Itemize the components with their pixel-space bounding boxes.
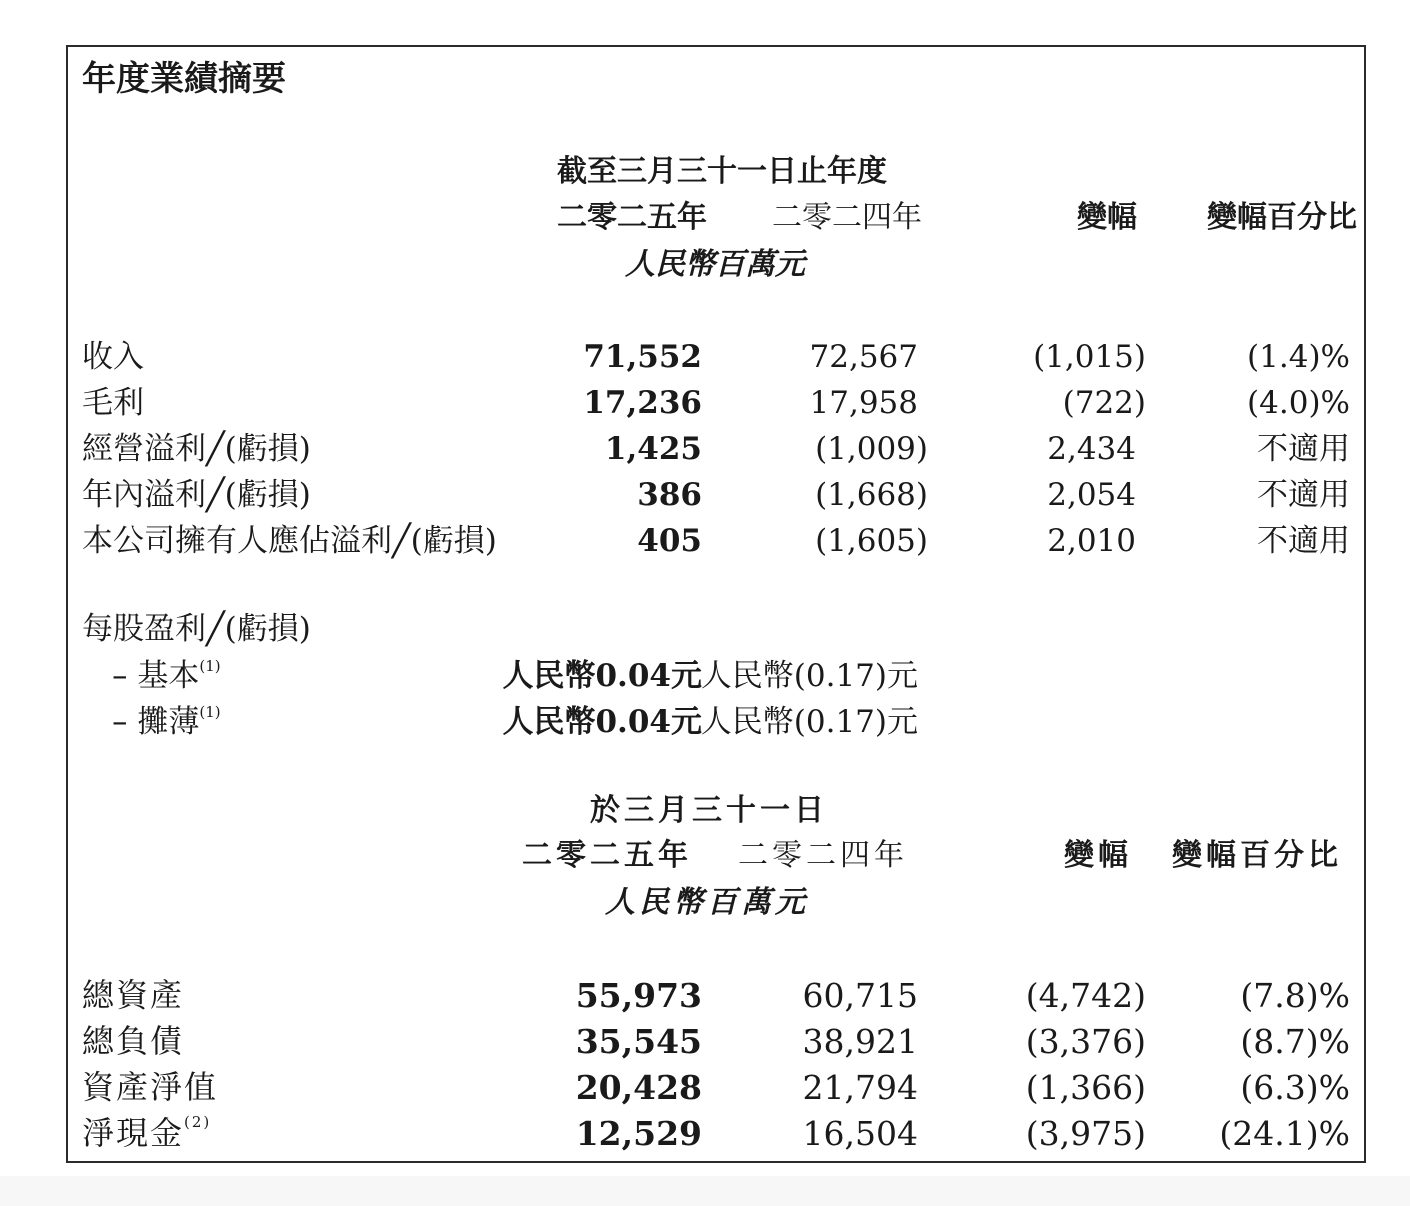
value-change-pct: (4.0)% [1247, 385, 1350, 421]
value-change-pct: (6.3)% [1240, 1068, 1350, 1107]
eps-basic-2025: 人民幣0.04元 [502, 658, 702, 694]
value-change-pct: 不適用 [1257, 431, 1350, 467]
row-label: 毛利 [82, 385, 144, 421]
value-change: (1,366) [1025, 1068, 1146, 1107]
value-2024: (1,605) [815, 523, 928, 559]
value-2024: 21,794 [802, 1068, 918, 1107]
value-change-pct: (1.4)% [1247, 339, 1350, 375]
col-change-header: 變幅 [1077, 200, 1137, 235]
col2-2025-header: 二零二五年 [522, 838, 692, 873]
unit2-header: 人民幣百萬元 [605, 885, 809, 920]
col2-2024-header: 二零二四年 [738, 838, 908, 873]
value-2025: 55,973 [575, 976, 702, 1015]
eps-diluted-2024: 人民幣(0.17)元 [700, 704, 918, 740]
value-change: (3,376) [1025, 1022, 1146, 1061]
row-label-text: 總資產 [82, 976, 185, 1014]
row-label: 經營溢利╱(虧損) [82, 431, 311, 467]
value-change-pct: (7.8)% [1240, 976, 1350, 1015]
eps-label: 每股盈利╱(虧損) [82, 611, 311, 647]
row-label-text: 資產淨值 [82, 1068, 219, 1106]
diluted-note: (1) [199, 703, 221, 721]
row-note: (2) [184, 1113, 212, 1131]
eps-diluted-2025: 人民幣0.04元 [502, 704, 702, 740]
value-2025: 35,545 [575, 1022, 702, 1061]
basic-text: 基本 [137, 658, 200, 694]
value-change: (1,015) [1033, 339, 1146, 375]
dash: – [112, 658, 128, 694]
value-change: (3,975) [1025, 1114, 1146, 1153]
eps-basic-label [112, 657, 221, 694]
value-2025: 386 [637, 477, 702, 513]
dash: – [112, 704, 128, 740]
value-change: (722) [1062, 385, 1146, 421]
value-2025: 71,552 [583, 339, 702, 375]
value-change: 2,054 [1047, 477, 1136, 513]
col-2024-header: 二零二四年 [772, 200, 922, 235]
value-change: 2,010 [1047, 523, 1136, 559]
value-2025: 1,425 [604, 431, 702, 467]
value-2024: (1,009) [815, 431, 928, 467]
col-change-pct-header: 變幅百分比 [1207, 200, 1357, 235]
col2-change-header: 變幅 [1064, 838, 1132, 873]
col-2025-header: 二零二五年 [557, 200, 707, 235]
value-change-pct: (24.1)% [1219, 1114, 1350, 1153]
row-label-text: 淨現金 [82, 1114, 185, 1152]
value-2024: 38,921 [802, 1022, 918, 1061]
row-label: 收入 [82, 339, 144, 375]
value-change-pct: 不適用 [1257, 523, 1350, 559]
diluted-text: 攤薄 [137, 704, 200, 740]
value-2024: (1,668) [815, 477, 928, 513]
row-label [82, 1022, 185, 1060]
value-2025: 405 [637, 523, 702, 559]
page-title: 年度業績摘要 [82, 59, 286, 99]
period-header: 截至三月三十一日止年度 [557, 154, 887, 189]
value-change: (4,742) [1025, 976, 1146, 1015]
eps-diluted-label [112, 703, 221, 740]
value-2024: 16,504 [802, 1114, 918, 1153]
value-2024: 72,567 [809, 339, 918, 375]
row-label [82, 1113, 212, 1152]
value-change-pct: 不適用 [1257, 477, 1350, 513]
date-header: 於三月三十一日 [590, 793, 828, 828]
value-change-pct: (8.7)% [1240, 1022, 1350, 1061]
row-label [82, 976, 185, 1014]
value-2024: 17,958 [809, 385, 918, 421]
row-label [82, 1068, 219, 1106]
unit-header: 人民幣百萬元 [625, 247, 805, 282]
basic-note: (1) [199, 657, 221, 675]
row-label: 年內溢利╱(虧損) [82, 477, 311, 513]
row-label: 本公司擁有人應佔溢利╱(虧損) [82, 523, 497, 559]
value-2025: 17,236 [583, 385, 702, 421]
eps-basic-2024: 人民幣(0.17)元 [700, 658, 918, 694]
col2-change-pct-header: 變幅百分比 [1172, 838, 1342, 873]
value-change: 2,434 [1047, 431, 1136, 467]
value-2024: 60,715 [802, 976, 918, 1015]
value-2025: 12,529 [575, 1114, 702, 1153]
value-2025: 20,428 [575, 1068, 702, 1107]
row-label-text: 總負債 [82, 1022, 185, 1060]
